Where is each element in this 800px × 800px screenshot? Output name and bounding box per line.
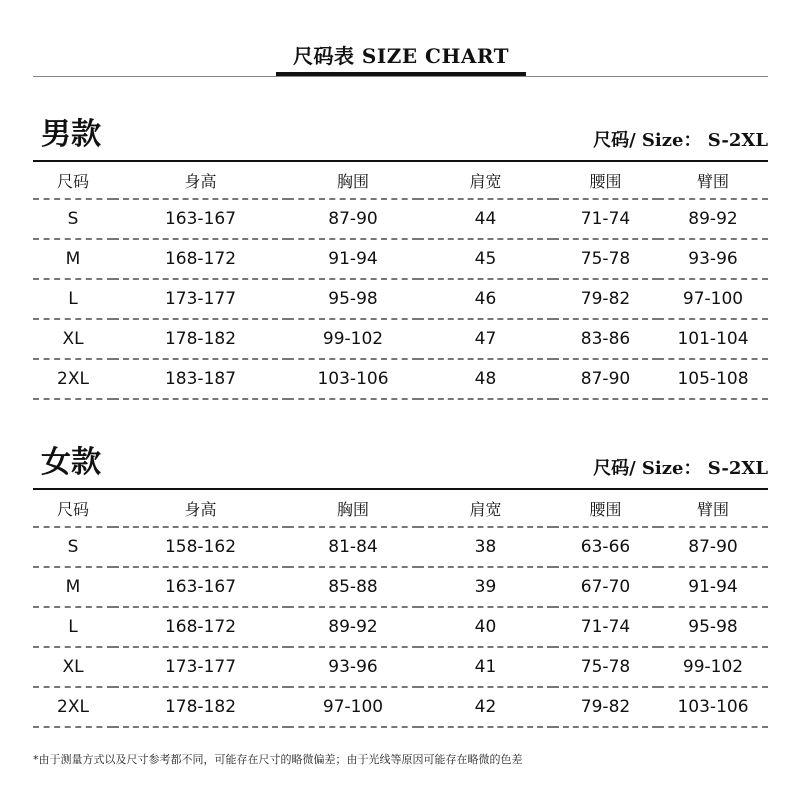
column-header: 臂围 (658, 162, 768, 199)
table-row (33, 647, 768, 687)
men-size-table (33, 162, 768, 400)
table-cell: 87-90 (288, 199, 418, 239)
table-cell: 178-182 (113, 687, 288, 727)
table-cell: 63-66 (553, 527, 658, 567)
table-cell: 183-187 (113, 359, 288, 399)
table-cell: 38 (418, 527, 553, 567)
table-cell: 2XL (33, 359, 113, 399)
table-cell: 71-74 (553, 607, 658, 647)
footnote: *由于测量方式以及尺寸参考都不同，可能存在尺寸的略微偏差；由于光线等原因可能存在略微的色差 (33, 753, 523, 766)
men-table-body (33, 199, 768, 399)
table-cell: 41 (418, 647, 553, 687)
header-rule (33, 76, 768, 77)
table-cell: 163-167 (113, 567, 288, 607)
table-cell: 97-100 (288, 687, 418, 727)
page-title: 尺码表 SIZE CHART (276, 42, 526, 76)
table-cell: 168-172 (113, 239, 288, 279)
table-cell: 163-167 (113, 199, 288, 239)
table-cell: 47 (418, 319, 553, 359)
table-cell: S (33, 199, 113, 239)
women-size-range: 尺码/ Size： S-2XL (593, 458, 768, 479)
table-row (33, 567, 768, 607)
column-header: 腰围 (553, 490, 658, 527)
table-cell: 178-182 (113, 319, 288, 359)
table-cell: 2XL (33, 687, 113, 727)
table-cell: 97-100 (658, 279, 768, 319)
table-cell: 93-96 (658, 239, 768, 279)
table-cell: 173-177 (113, 647, 288, 687)
women-size-table (33, 490, 768, 728)
table-row (33, 527, 768, 567)
table-cell: 99-102 (288, 319, 418, 359)
table-cell: 89-92 (288, 607, 418, 647)
column-header: 腰围 (553, 162, 658, 199)
column-header: 尺码 (33, 490, 113, 527)
table-row (33, 279, 768, 319)
table-cell: 48 (418, 359, 553, 399)
table-cell: L (33, 279, 113, 319)
women-section-title: 女款 (41, 445, 101, 480)
table-cell: 95-98 (658, 607, 768, 647)
women-table-body (33, 527, 768, 727)
table-cell: XL (33, 319, 113, 359)
table-cell: 103-106 (288, 359, 418, 399)
table-cell: 83-86 (553, 319, 658, 359)
women-section-header (33, 442, 768, 490)
table-cell: 91-94 (658, 567, 768, 607)
table-cell: 79-82 (553, 279, 658, 319)
table-cell: 67-70 (553, 567, 658, 607)
table-row (33, 607, 768, 647)
table-cell: 173-177 (113, 279, 288, 319)
table-cell: 103-106 (658, 687, 768, 727)
table-cell: 87-90 (658, 527, 768, 567)
table-cell: 46 (418, 279, 553, 319)
table-cell: 91-94 (288, 239, 418, 279)
table-cell: 79-82 (553, 687, 658, 727)
table-row (33, 687, 768, 727)
column-header: 肩宽 (418, 162, 553, 199)
table-cell: 42 (418, 687, 553, 727)
table-cell: L (33, 607, 113, 647)
table-cell: 99-102 (658, 647, 768, 687)
column-header: 胸围 (288, 490, 418, 527)
column-header: 身高 (113, 162, 288, 199)
table-cell: 168-172 (113, 607, 288, 647)
table-cell: 81-84 (288, 527, 418, 567)
column-header: 身高 (113, 490, 288, 527)
table-cell: 75-78 (553, 647, 658, 687)
table-cell: 71-74 (553, 199, 658, 239)
table-header-row (33, 490, 768, 527)
men-size-range: 尺码/ Size： S-2XL (593, 130, 768, 151)
column-header: 尺码 (33, 162, 113, 199)
table-cell: 75-78 (553, 239, 658, 279)
table-row (33, 319, 768, 359)
table-cell: 105-108 (658, 359, 768, 399)
table-cell: 101-104 (658, 319, 768, 359)
table-row (33, 239, 768, 279)
column-header: 肩宽 (418, 490, 553, 527)
table-cell: 158-162 (113, 527, 288, 567)
table-cell: 40 (418, 607, 553, 647)
table-cell: 45 (418, 239, 553, 279)
table-cell: XL (33, 647, 113, 687)
men-section-title: 男款 (41, 117, 101, 152)
table-row (33, 199, 768, 239)
table-cell: 85-88 (288, 567, 418, 607)
table-cell: M (33, 567, 113, 607)
table-header-row (33, 162, 768, 199)
table-cell: 95-98 (288, 279, 418, 319)
men-section-header (33, 114, 768, 162)
women-section (33, 442, 768, 728)
table-cell: S (33, 527, 113, 567)
column-header: 臂围 (658, 490, 768, 527)
table-cell: M (33, 239, 113, 279)
men-section (33, 114, 768, 400)
table-cell: 93-96 (288, 647, 418, 687)
table-cell: 44 (418, 199, 553, 239)
column-header: 胸围 (288, 162, 418, 199)
table-row (33, 359, 768, 399)
table-cell: 89-92 (658, 199, 768, 239)
table-cell: 87-90 (553, 359, 658, 399)
table-cell: 39 (418, 567, 553, 607)
